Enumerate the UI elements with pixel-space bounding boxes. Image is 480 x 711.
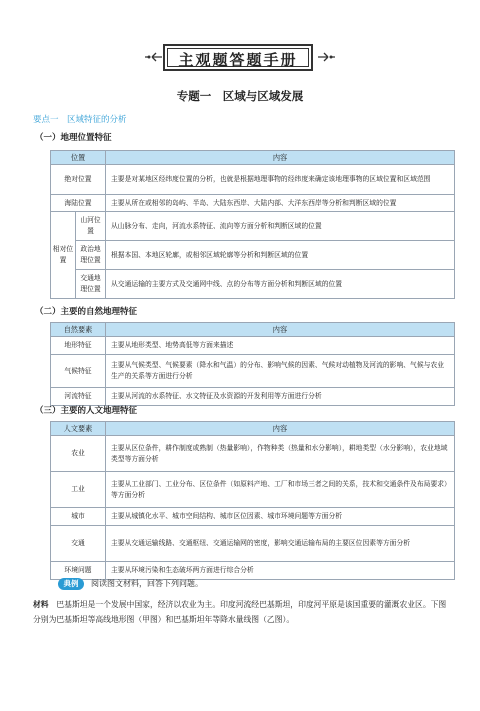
natural-content-col-header: 内容 (106, 323, 455, 337)
terrain-content: 主要从地形类型、地势高低等方面来描述 (106, 337, 455, 355)
traffic-location-content: 从交通运输的主要方式及交通网中线、点的分布等方面分析和判断区域的位置 (106, 270, 455, 299)
human-content-col-header: 内容 (106, 422, 455, 436)
natural-features-table (50, 322, 455, 406)
river-label: 河流特征 (51, 388, 106, 406)
political-location-content: 根据本国、本地区轮廓，或相邻区域轮廓等分析和判断区域的位置 (106, 241, 455, 270)
transport-content: 主要从交通运输线路、交通枢纽、交通运输网的密度，影响交通运输布局的主要区位因素等方面分析 (106, 526, 455, 562)
right-ornament-icon (316, 50, 336, 64)
city-content: 主要从城镇化水平、城市空间结构、城市区位因素、城市环境问题等方面分析 (106, 508, 455, 526)
city-label: 城市 (51, 508, 106, 526)
natural-element-col-header: 自然要素 (51, 323, 106, 337)
relative-location-label: 相对位置 (51, 212, 76, 299)
location-col-header: 位置 (51, 151, 106, 165)
material-paragraph (33, 597, 453, 627)
absolute-location-label: 绝对位置 (51, 165, 106, 195)
terrain-label: 地形特征 (51, 337, 106, 355)
sea-land-location-content: 主要从所在或相邻的岛屿、半岛、大陆东西岸、大陆内部、大洋东西岸等分析和判断区域的位置 (106, 195, 455, 212)
example-tag: 典例 (58, 578, 84, 590)
river-content: 主要从河流的水系特征、水文特征及水资源的开发利用等方面进行分析 (106, 388, 455, 406)
traffic-location-label: 交通地理位置 (76, 270, 106, 299)
industry-content: 主要从工业部门、工业分布、区位条件（如原料产地、工厂和市场三者之间的关系，技术和交通条件及布局要求）等方面分析 (106, 472, 455, 508)
transport-label: 交通 (51, 526, 106, 562)
location-table (50, 150, 455, 299)
environment-content: 主要从环境污染和生态破坏两方面进行综合分析 (106, 562, 455, 580)
human-features-table (50, 421, 455, 580)
material-text: 巴基斯坦是一个发展中国家，经济以农业为主。印度河流经巴基斯坦，印度河平原是该国重要的灌溉农业区。下图分别为巴基斯坦等高线地形图（甲图）和巴基斯坦年等降水量线图（乙图）。 (33, 600, 447, 624)
section-human-title: （三）主要的人文地理特征 (35, 406, 138, 416)
sea-land-location-label: 海陆位置 (51, 195, 106, 212)
absolute-location-content: 主要是对某地区经纬度位置的分析，也就是根据地理事物的经纬度来确定该地理事物的区域位置和区域范围 (106, 165, 455, 195)
agriculture-label: 农业 (51, 436, 106, 472)
mountain-river-content: 从山脉分布、走向，河流水系特征、流向等方面分析和判断区域的位置 (106, 212, 455, 241)
industry-label: 工业 (51, 472, 106, 508)
mountain-river-label: 山河位置 (76, 212, 106, 241)
handbook-title-box (163, 44, 313, 71)
material-label: 材料 (33, 600, 49, 609)
keypoint-heading: 要点一 区域特征的分析 (33, 115, 127, 125)
section-location-title: （一）地理位置特征 (35, 133, 112, 143)
content-col-header: 内容 (106, 151, 455, 165)
example-instruction: 阅读图文材料，回答下列问题。 (91, 579, 203, 588)
climate-label: 气候特征 (51, 355, 106, 388)
agriculture-content: 主要从区位条件，耕作制度或熟制（热量影响），作物种类（热量和水分影响），耕地类型（水分影响），农业地域类型等方面分析 (106, 436, 455, 472)
environment-label: 环境问题 (51, 562, 106, 580)
human-element-col-header: 人文要素 (51, 422, 106, 436)
topic-title: 专题一 区域与区域发展 (176, 89, 304, 103)
political-location-label: 政治地理位置 (76, 241, 106, 270)
left-ornament-icon (144, 50, 164, 64)
climate-content: 主要从气候类型、气候要素（降水和气温）的分布、影响气候的因素、气候对动植物及河流的影响、气候与农业生产的关系等方面进行分析 (106, 355, 455, 388)
page-title: 主观题答题手册 (178, 51, 298, 69)
section-natural-title: （二）主要的自然地理特征 (35, 307, 138, 317)
